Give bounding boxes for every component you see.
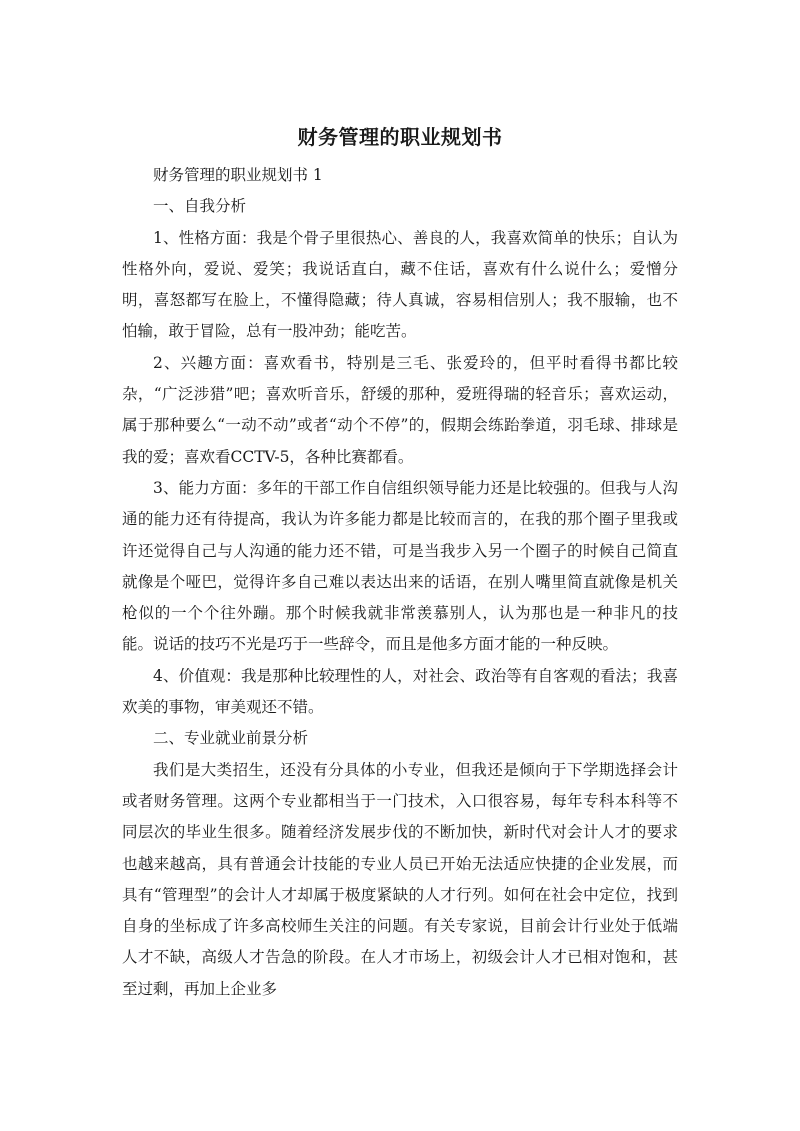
paragraph-personality: 1、性格方面：我是个骨子里很热心、善良的人，我喜欢简单的快乐；自认为性格外向，爱说、爱笑；我说话直白，藏不住话，喜欢有什么说什么；爱憎分明，喜怒都写在脸上，不懂得隐藏；待人真诚，容易相信别人；我不服输，也不怕输，敢于冒险，总有一股冲劲；能吃苦。 bbox=[122, 228, 678, 341]
section-heading-self-analysis: 一、自我分析 bbox=[153, 197, 247, 216]
paragraph-ability: 3、能力方面：多年的干部工作自信组织领导能力还是比较强的。但我与人沟通的能力还有待提高，我认为许多能力都是比较而言的，在我的那个圈子里我或许还觉得自己与人沟通的能力还不错，可是当我步入另一个圈子的时候自己简直就像是个哑巴，觉得许多自己难以表达出来的话语，在别人嘴里简直就像是机关枪似的一个个往外蹦。那个时候我就非常羡慕别人，认为那也是一种非凡的技能。说话的技巧不光是巧于一些辞令，而且是他多方面才能的一种反映。 bbox=[122, 478, 678, 654]
section-heading-employment-prospects: 二、专业就业前景分析 bbox=[153, 729, 309, 748]
document-body bbox=[122, 160, 678, 1005]
document-title: 财务管理的职业规划书 bbox=[297, 125, 503, 149]
paragraph-values: 4、价值观：我是那种比较理性的人，对社会、政治等有自客观的看法；我喜欢美的事物，审美观还不错。 bbox=[122, 666, 678, 717]
paragraph-prospects: 我们是大类招生，还没有分具体的小专业，但我还是倾向于下学期选择会计或者财务管理。这两个专业都相当于一门技术，入口很容易，每年专科本科等不同层次的毕业生很多。随着经济发展步伐的不断加快，新时代对会计人才的要求也越来越高，具有普通会计技能的专业人员已开始无法适应快捷的企业发展，而具有“管理型”的会计人才却属于极度紧缺的人才行列。如何在社会中定位，找到自身的坐标成了许多高校师生关注的问题。有关专家说，目前会计行业处于低端人才不缺，高级人才告急的阶段。在人才市场上，初级会计人才已相对饱和，甚至过剩，再加上企业多 bbox=[122, 760, 678, 998]
document-subtitle: 财务管理的职业规划书 1 bbox=[153, 166, 323, 184]
paragraph-interests: 2、兴趣方面：喜欢看书，特别是三毛、张爱玲的，但平时看得书都比较杂，“广泛涉猎”吧；喜欢听音乐，舒缓的那种，爱班得瑞的轻音乐；喜欢运动，属于那种要么“一动不动”或者“动个不停”的，假期会练跆拳道，羽毛球、排球是我的爱；喜欢看CCTV-5，各种比赛都看。 bbox=[122, 353, 678, 466]
